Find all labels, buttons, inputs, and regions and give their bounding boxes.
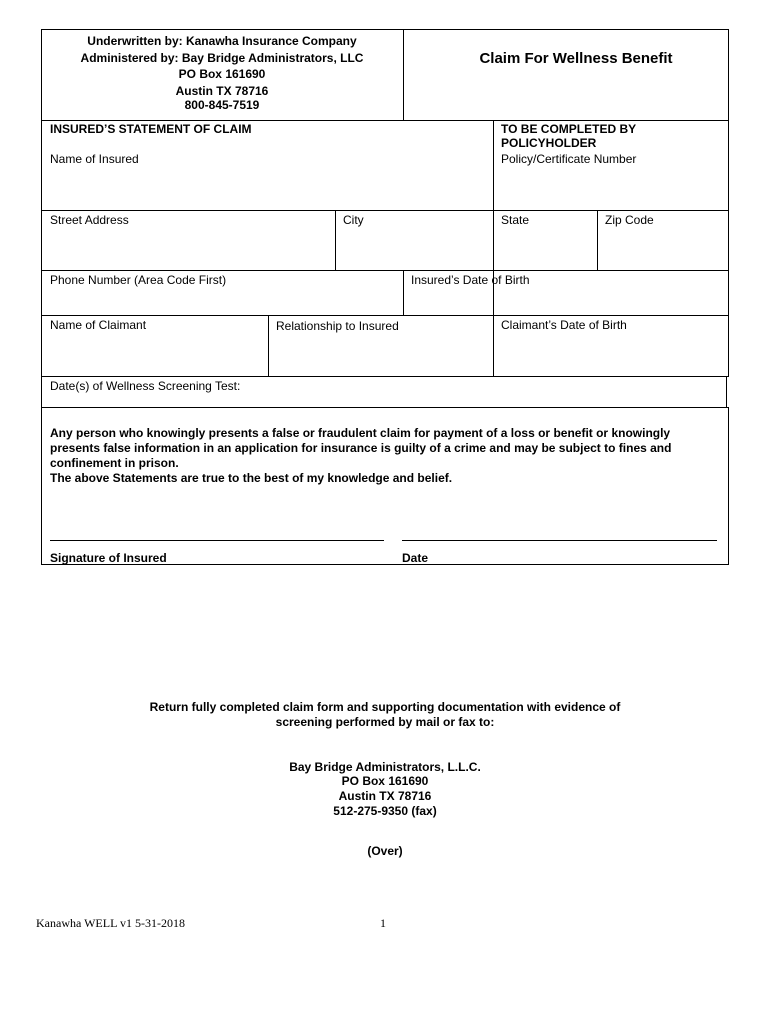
relationship-label: Relationship to Insured <box>276 319 399 333</box>
date-label: Date <box>402 551 429 565</box>
insured-dob-field[interactable] <box>404 271 728 314</box>
date-line[interactable] <box>402 540 717 541</box>
claimant-dob-label: Claimant’s Date of Birth <box>501 318 627 332</box>
header-phone: 800-845-7519 <box>184 98 260 112</box>
policy-number-label: Policy/Certificate Number <box>501 152 637 166</box>
name-of-claimant-field[interactable] <box>42 316 267 376</box>
fraud-warning-line1: Any person who knowingly presents a false or fraudulent claim for payment of a loss or benefit or knowingly <box>50 426 671 440</box>
policy-number-field[interactable] <box>494 150 728 209</box>
return-instructions-line1: Return fully completed claim form and supporting documentation with evidence of <box>149 700 621 714</box>
administrator-text: Administered by: Bay Bridge Administrators, LLC <box>80 51 364 65</box>
header-po-box: PO Box 161690 <box>178 67 266 81</box>
mailing-company: Bay Bridge Administrators, L.L.C. <box>289 760 481 774</box>
signature-line[interactable] <box>50 540 384 541</box>
state-label: State <box>501 213 530 227</box>
screening-dates-label: Date(s) of Wellness Screening Test: <box>50 379 241 393</box>
header-city-state-zip: Austin TX 78716 <box>175 84 269 98</box>
form-title: Claim For Wellness Benefit <box>479 50 673 67</box>
state-field[interactable] <box>494 211 596 269</box>
policyholder-heading-line2: POLICYHOLDER <box>501 136 597 150</box>
over-note: (Over) <box>367 844 403 858</box>
zip-code-field[interactable] <box>598 211 728 269</box>
street-address-label: Street Address <box>50 213 129 227</box>
city-field[interactable] <box>336 211 492 269</box>
page-number: 1 <box>380 916 386 930</box>
attestation-statement: The above Statements are true to the best of my knowledge and belief. <box>50 471 453 485</box>
return-instructions-line2: screening performed by mail or fax to: <box>275 715 495 729</box>
name-of-insured-label: Name of Insured <box>50 152 139 166</box>
city-label: City <box>343 213 364 227</box>
form-id: Kanawha WELL v1 5-31-2018 <box>36 916 185 930</box>
insured-section-heading: INSURED’S STATEMENT OF CLAIM <box>50 122 252 136</box>
street-address-field[interactable] <box>42 211 334 269</box>
insured-dob-label: Insured’s Date of Birth <box>411 273 530 287</box>
fraud-warning-line2: presents false information in an application for insurance is guilty of a crime and may be subject to fines and <box>50 441 672 455</box>
relationship-field[interactable] <box>269 316 492 376</box>
underwriter-text: Underwritten by: Kanawha Insurance Company <box>87 34 357 48</box>
phone-number-field[interactable] <box>42 271 402 314</box>
fraud-warning-line3: confinement in prison. <box>50 456 179 470</box>
phone-number-label: Phone Number (Area Code First) <box>50 273 227 287</box>
screening-dates-field[interactable] <box>41 376 727 408</box>
name-of-claimant-label: Name of Claimant <box>50 318 147 332</box>
mailing-po-box: PO Box 161690 <box>341 774 429 788</box>
signature-label: Signature of Insured <box>50 551 167 565</box>
zip-code-label: Zip Code <box>605 213 654 227</box>
fax-number: 512-275-9350 (fax) <box>333 804 437 818</box>
name-of-insured-field[interactable] <box>42 150 492 209</box>
header-divider <box>403 29 404 121</box>
claimant-dob-field[interactable] <box>494 316 728 376</box>
mailing-city-state-zip: Austin TX 78716 <box>338 789 432 803</box>
policyholder-heading-line1: TO BE COMPLETED BY <box>501 122 637 136</box>
